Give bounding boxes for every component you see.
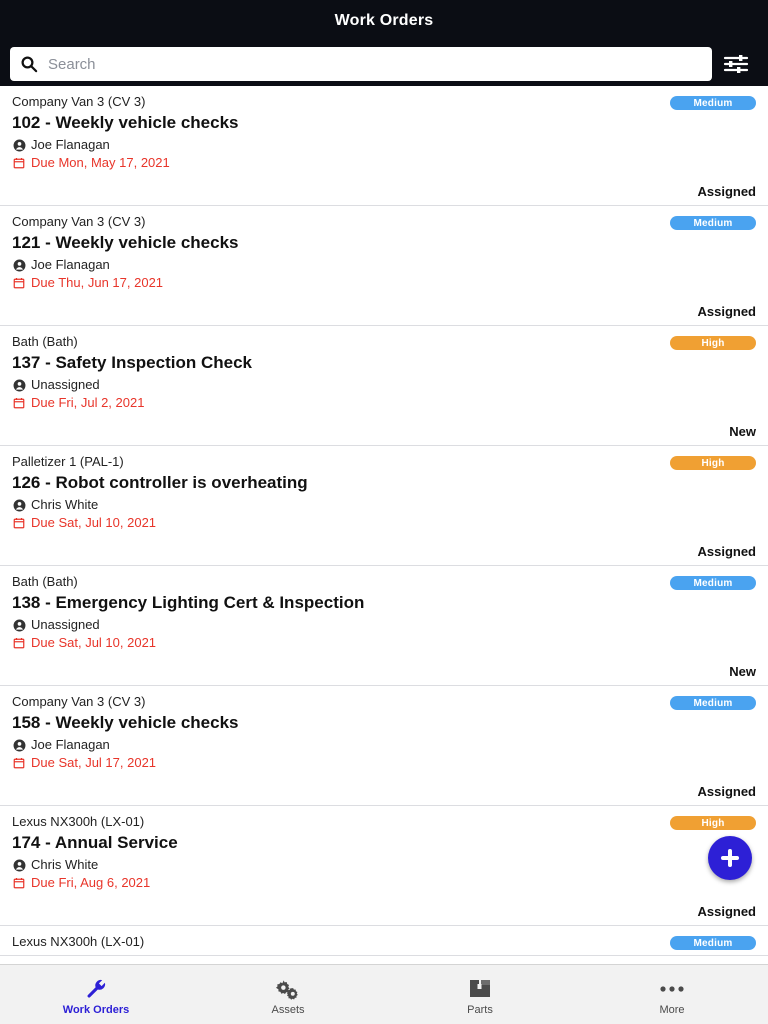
assignee-name: Unassigned (31, 377, 100, 392)
asset-name: Lexus NX300h (LX-01) (12, 934, 145, 949)
person-icon (12, 138, 26, 152)
page-title: Work Orders (334, 12, 434, 29)
calendar-icon (12, 636, 26, 650)
due-date: Due Sat, Jul 10, 2021 (31, 515, 157, 530)
due-date: Due Fri, Aug 6, 2021 (31, 875, 151, 890)
tab-label: Work Orders (62, 1004, 130, 1016)
tab-parts[interactable] (384, 965, 576, 1024)
work-order-title: 158 - Weekly vehicle checks (12, 713, 239, 732)
search-icon (18, 53, 40, 75)
work-order-card[interactable] (0, 566, 768, 686)
assignee-row (12, 256, 756, 274)
work-order-title: 137 - Safety Inspection Check (12, 353, 252, 372)
calendar-icon (12, 396, 26, 410)
status-label: New (729, 664, 756, 679)
tab-label: More (659, 1004, 685, 1016)
assignee-name: Joe Flanagan (31, 257, 110, 272)
due-row (12, 154, 756, 172)
work-order-title: 102 - Weekly vehicle checks (12, 113, 239, 132)
asset-name: Company Van 3 (CV 3) (12, 94, 146, 109)
asset-name: Company Van 3 (CV 3) (12, 694, 146, 709)
assignee-name: Unassigned (31, 617, 100, 632)
work-order-list[interactable] (0, 86, 768, 964)
priority-badge: High (670, 816, 756, 830)
search-field-wrapper[interactable] (10, 47, 712, 81)
due-row (12, 754, 756, 772)
priority-badge: Medium (670, 216, 756, 230)
asset-name: Bath (Bath) (12, 334, 78, 349)
app-header (0, 0, 768, 42)
status-label: Assigned (697, 784, 756, 799)
person-icon (12, 858, 26, 872)
due-row (12, 874, 756, 892)
box-icon (468, 977, 492, 1001)
work-order-card[interactable] (0, 446, 768, 566)
status-label: Assigned (697, 544, 756, 559)
wrench-icon (85, 977, 107, 1001)
due-date: Due Thu, Jun 17, 2021 (31, 275, 164, 290)
priority-badge: Medium (670, 696, 756, 710)
due-date: Due Fri, Jul 2, 2021 (31, 395, 145, 410)
tab-label: Parts (467, 1004, 493, 1016)
assignee-row (12, 736, 756, 754)
assignee-name: Chris White (31, 497, 99, 512)
filter-button[interactable] (714, 44, 758, 84)
assignee-name: Chris White (31, 857, 99, 872)
due-date: Due Sat, Jul 17, 2021 (31, 755, 157, 770)
assignee-row (12, 496, 756, 514)
assignee-name: Joe Flanagan (31, 737, 110, 752)
status-label: Assigned (697, 904, 756, 919)
person-icon (12, 258, 26, 272)
work-order-card[interactable] (0, 686, 768, 806)
due-row (12, 634, 756, 652)
priority-badge: Medium (670, 96, 756, 110)
status-label: Assigned (697, 304, 756, 319)
asset-name: Lexus NX300h (LX-01) (12, 814, 145, 829)
ellipsis-icon (659, 977, 685, 1001)
tab-label: Assets (271, 1004, 305, 1016)
due-row (12, 274, 756, 292)
status-label: Assigned (697, 184, 756, 199)
tab-assets[interactable] (192, 965, 384, 1024)
priority-badge: High (670, 336, 756, 350)
priority-badge: Medium (670, 936, 756, 950)
due-date: Due Sat, Jul 10, 2021 (31, 635, 157, 650)
calendar-icon (12, 516, 26, 530)
assignee-name: Joe Flanagan (31, 137, 110, 152)
work-order-title: 121 - Weekly vehicle checks (12, 233, 239, 252)
search-bar (0, 42, 768, 86)
work-order-title: 138 - Emergency Lighting Cert & Inspection (12, 593, 365, 612)
due-date: Due Mon, May 17, 2021 (31, 155, 170, 170)
due-row (12, 514, 756, 532)
work-order-title: 126 - Robot controller is overheating (12, 473, 308, 492)
work-order-title: 174 - Annual Service (12, 833, 178, 852)
person-icon (12, 378, 26, 392)
calendar-icon (12, 276, 26, 290)
bottom-tab-bar (0, 964, 768, 1024)
work-order-card[interactable] (0, 86, 768, 206)
asset-name: Palletizer 1 (PAL-1) (12, 454, 124, 469)
work-order-card[interactable] (0, 326, 768, 446)
search-input[interactable] (40, 49, 704, 79)
calendar-icon (12, 876, 26, 890)
person-icon (12, 498, 26, 512)
due-row (12, 394, 756, 412)
assignee-row (12, 376, 756, 394)
work-order-card[interactable] (0, 926, 768, 956)
assignee-row (12, 856, 756, 874)
tab-more[interactable] (576, 965, 768, 1024)
tab-work-orders[interactable] (0, 965, 192, 1024)
priority-badge: High (670, 456, 756, 470)
asset-name: Bath (Bath) (12, 574, 78, 589)
add-work-order-button[interactable] (708, 836, 752, 880)
priority-badge: Medium (670, 576, 756, 590)
work-order-card[interactable] (0, 806, 768, 926)
calendar-icon (12, 156, 26, 170)
assignee-row (12, 136, 756, 154)
person-icon (12, 618, 26, 632)
calendar-icon (12, 756, 26, 770)
work-order-card[interactable] (0, 206, 768, 326)
gears-icon (276, 977, 300, 1001)
asset-name: Company Van 3 (CV 3) (12, 214, 146, 229)
assignee-row (12, 616, 756, 634)
status-label: New (729, 424, 756, 439)
person-icon (12, 738, 26, 752)
